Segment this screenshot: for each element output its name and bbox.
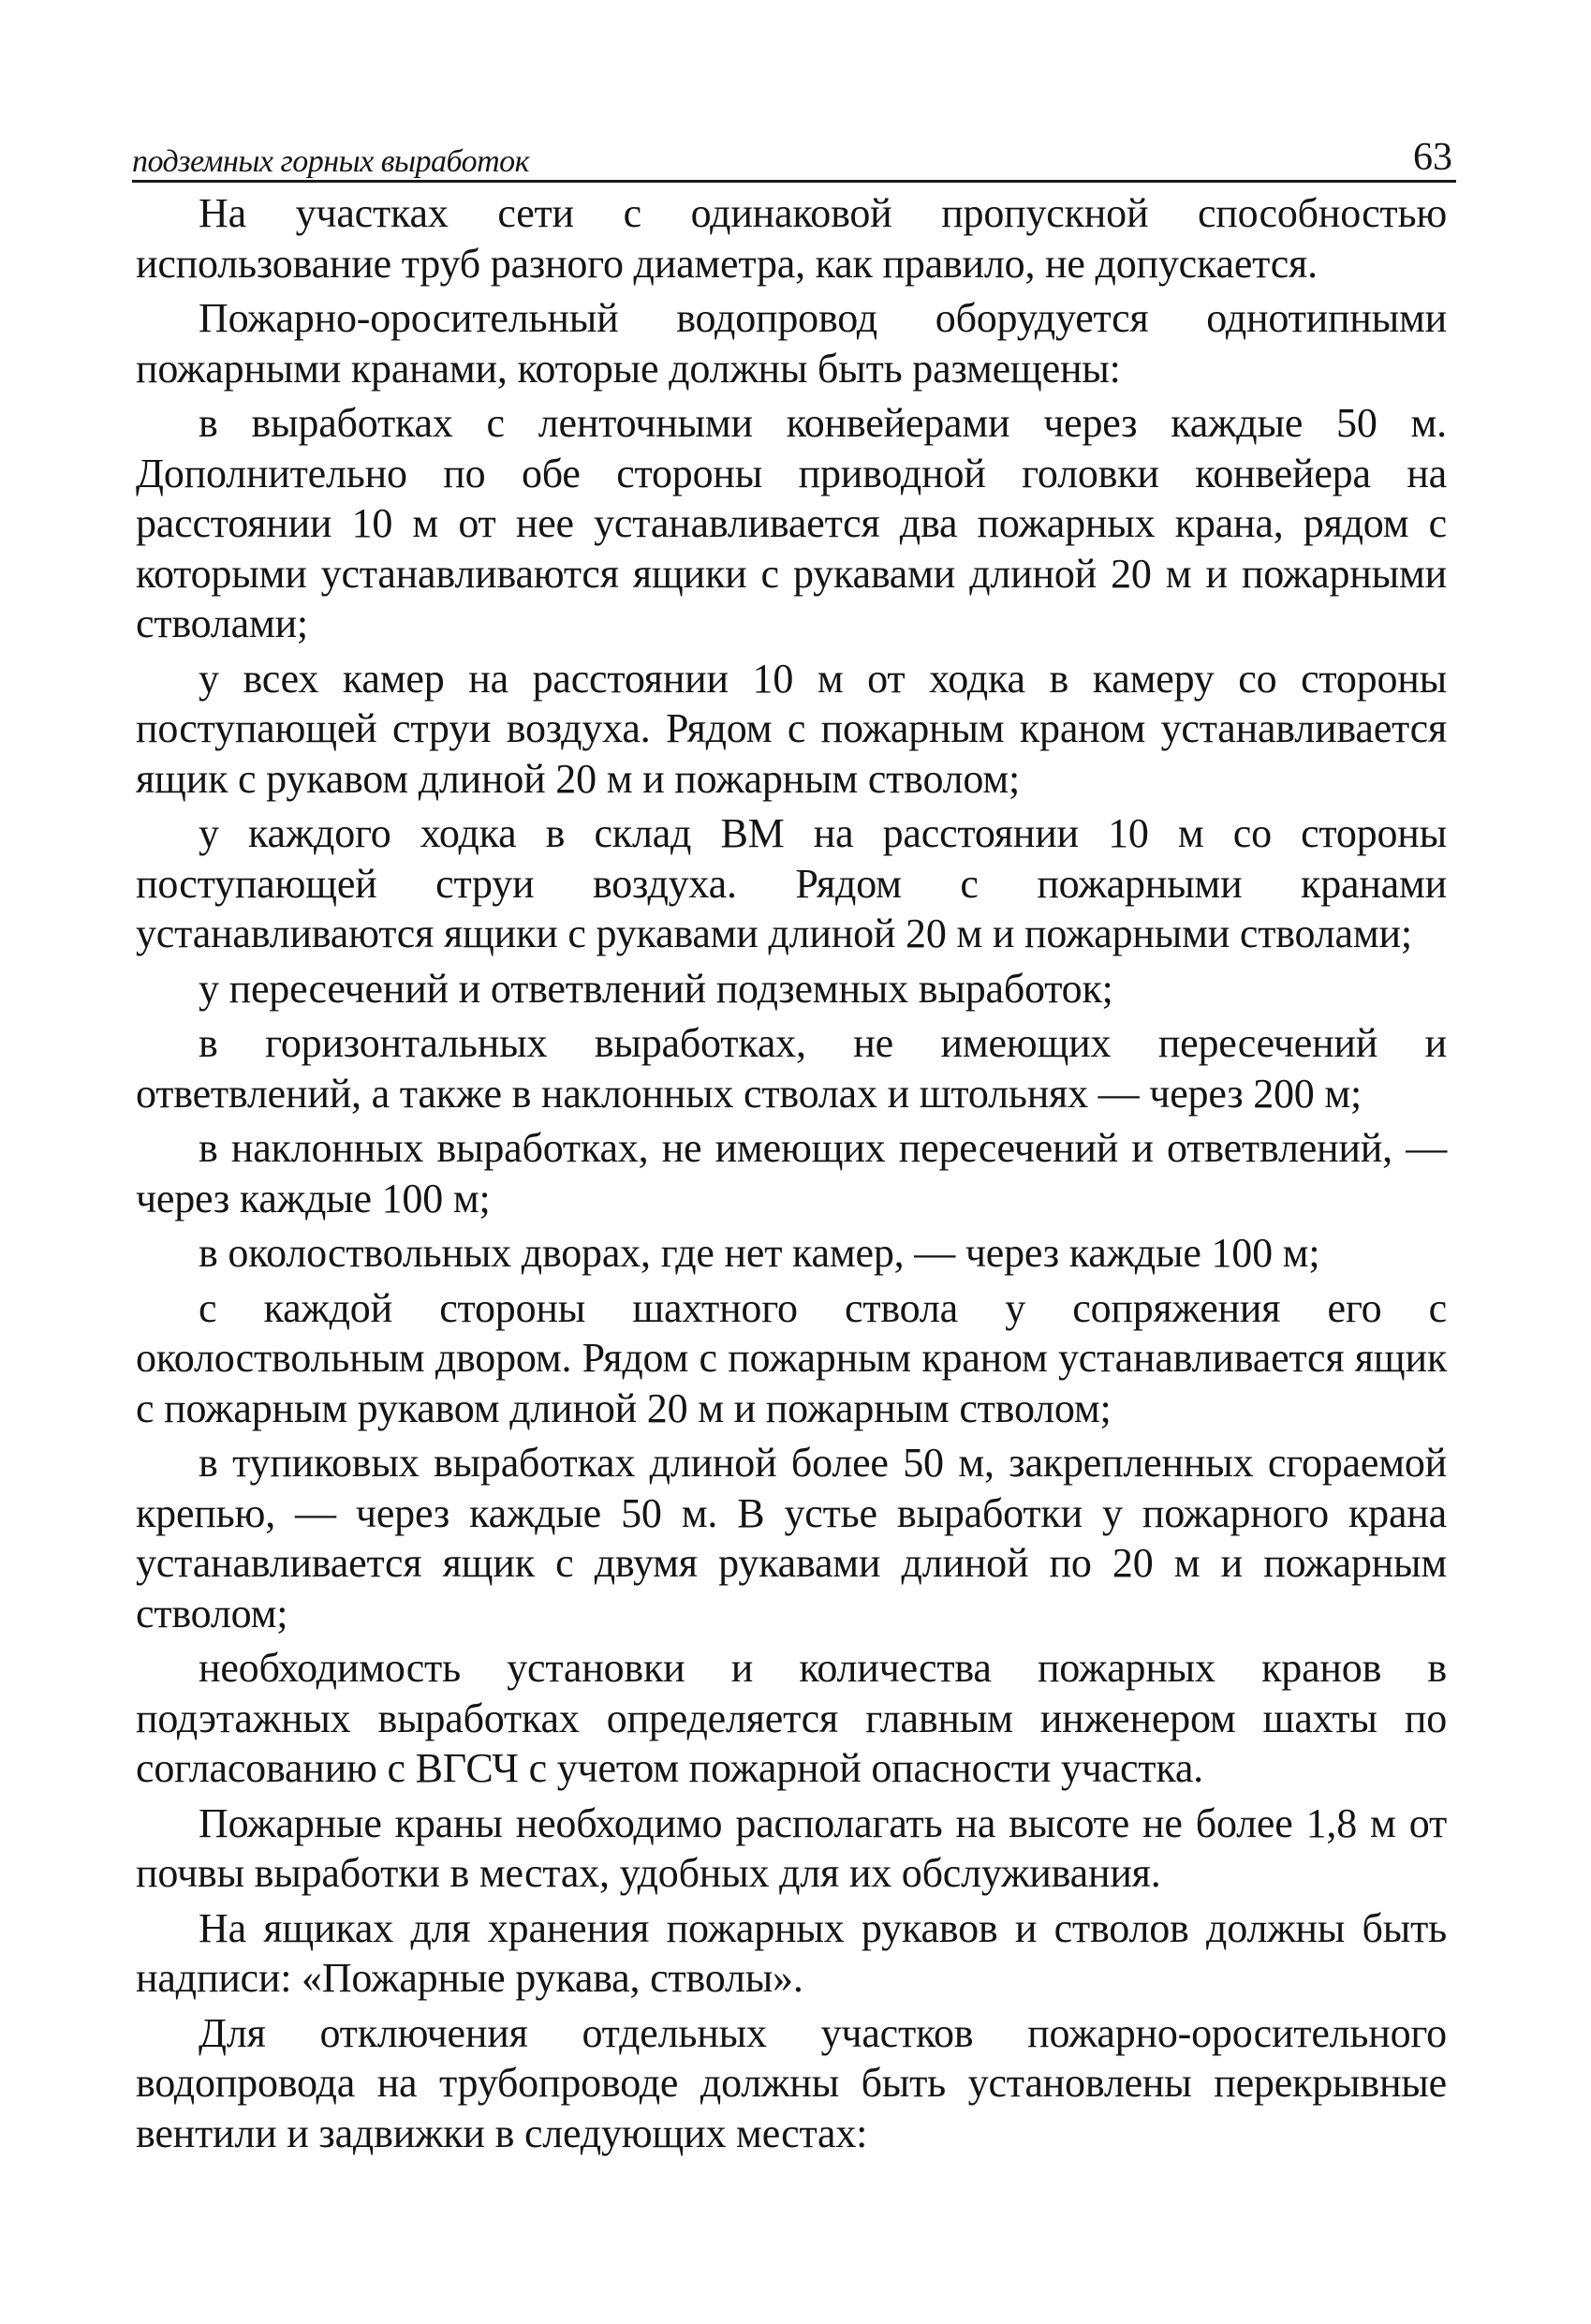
body-text: [136, 188, 1447, 2158]
paragraph: у всех камер на расстоянии 10 м от ходка в камеру со стороны поступающей струи воздуха. Рядом с пожарным краном устанавливается ящик с рукавом длиной 20 м и пожарным стволом;: [136, 655, 1447, 802]
paragraph: в горизонтальных выработках, не имеющих пересечений и ответвлений, а также в наклонных стволах и штольнях — через 200 м;: [136, 1020, 1447, 1117]
paragraph: в околоствольных дворах, где нет камер, — через каждые 100 м;: [199, 1230, 1320, 1276]
paragraph: в выработках с ленточными конвейерами через каждые 50 м. Дополнительно по обе стороны приводной головки конвейера на расстоянии 10 м от нее устанавливается два пожарных крана, рядом с которыми устанавливаются ящики с рукавами длиной 20 м и пожарными стволами;: [136, 400, 1447, 646]
paragraph: На участках сети с одинаковой пропускной способностью использование труб разного диаметра, как правило, не допускается.: [136, 190, 1447, 287]
paragraph: в наклонных выработках, не имеющих пересечений и ответвлений, — через каждые 100 м;: [136, 1125, 1447, 1221]
paragraph: Пожарно-оросительный водопровод оборудуется однотипными пожарными кранами, которые должны быть размещены:: [136, 295, 1447, 392]
paragraph: в тупиковых выработках длиной более 50 м, закрепленных сгораемой крепью, — через каждые 50 м. В устье выработки у пожарного крана устанавливается ящик с двумя рукавами длиной по 20 м и пожарным стволом;: [136, 1440, 1447, 1636]
paragraph: с каждой стороны шахтного ствола у сопряжения его с околоствольным двором. Рядом с пожарным краном устанавливается ящик с пожарным рукавом длиной 20 м и пожарным стволом;: [136, 1284, 1447, 1431]
paragraph: необходимость установки и количества пожарных кранов в подэтажных выработках определяется главным инженером шахты по согласованию с ВГСЧ с учетом пожарной опасности участка.: [136, 1645, 1447, 1791]
paragraph: Для отключения отдельных участков пожарно-оросительного водопровода на трубопроводе должны быть установлены перекрывные вентили и задвижки в следующих местах:: [136, 2009, 1447, 2156]
running-header: [132, 131, 1456, 183]
paragraph: На ящиках для хранения пожарных рукавов и стволов должны быть надписи: «Пожарные рукава, стволы».: [136, 1904, 1447, 2001]
paragraph: у каждого ходка в склад ВМ на расстоянии 10 м со стороны поступающей струи воздуха. Рядом с пожарными кранами устанавливаются ящики с рукавами длиной 20 м и пожарными стволами;: [136, 810, 1447, 956]
page-number: 63: [1413, 136, 1452, 179]
paragraph: у пересечений и ответвлений подземных выработок;: [199, 965, 1113, 1012]
paragraph: Пожарные краны необходимо располагать на высоте не более 1,8 м от почвы выработки в местах, удобных для их обслуживания.: [136, 1799, 1447, 1896]
running-title: подземных горных выработок: [132, 144, 530, 179]
page: [132, 131, 1452, 2163]
